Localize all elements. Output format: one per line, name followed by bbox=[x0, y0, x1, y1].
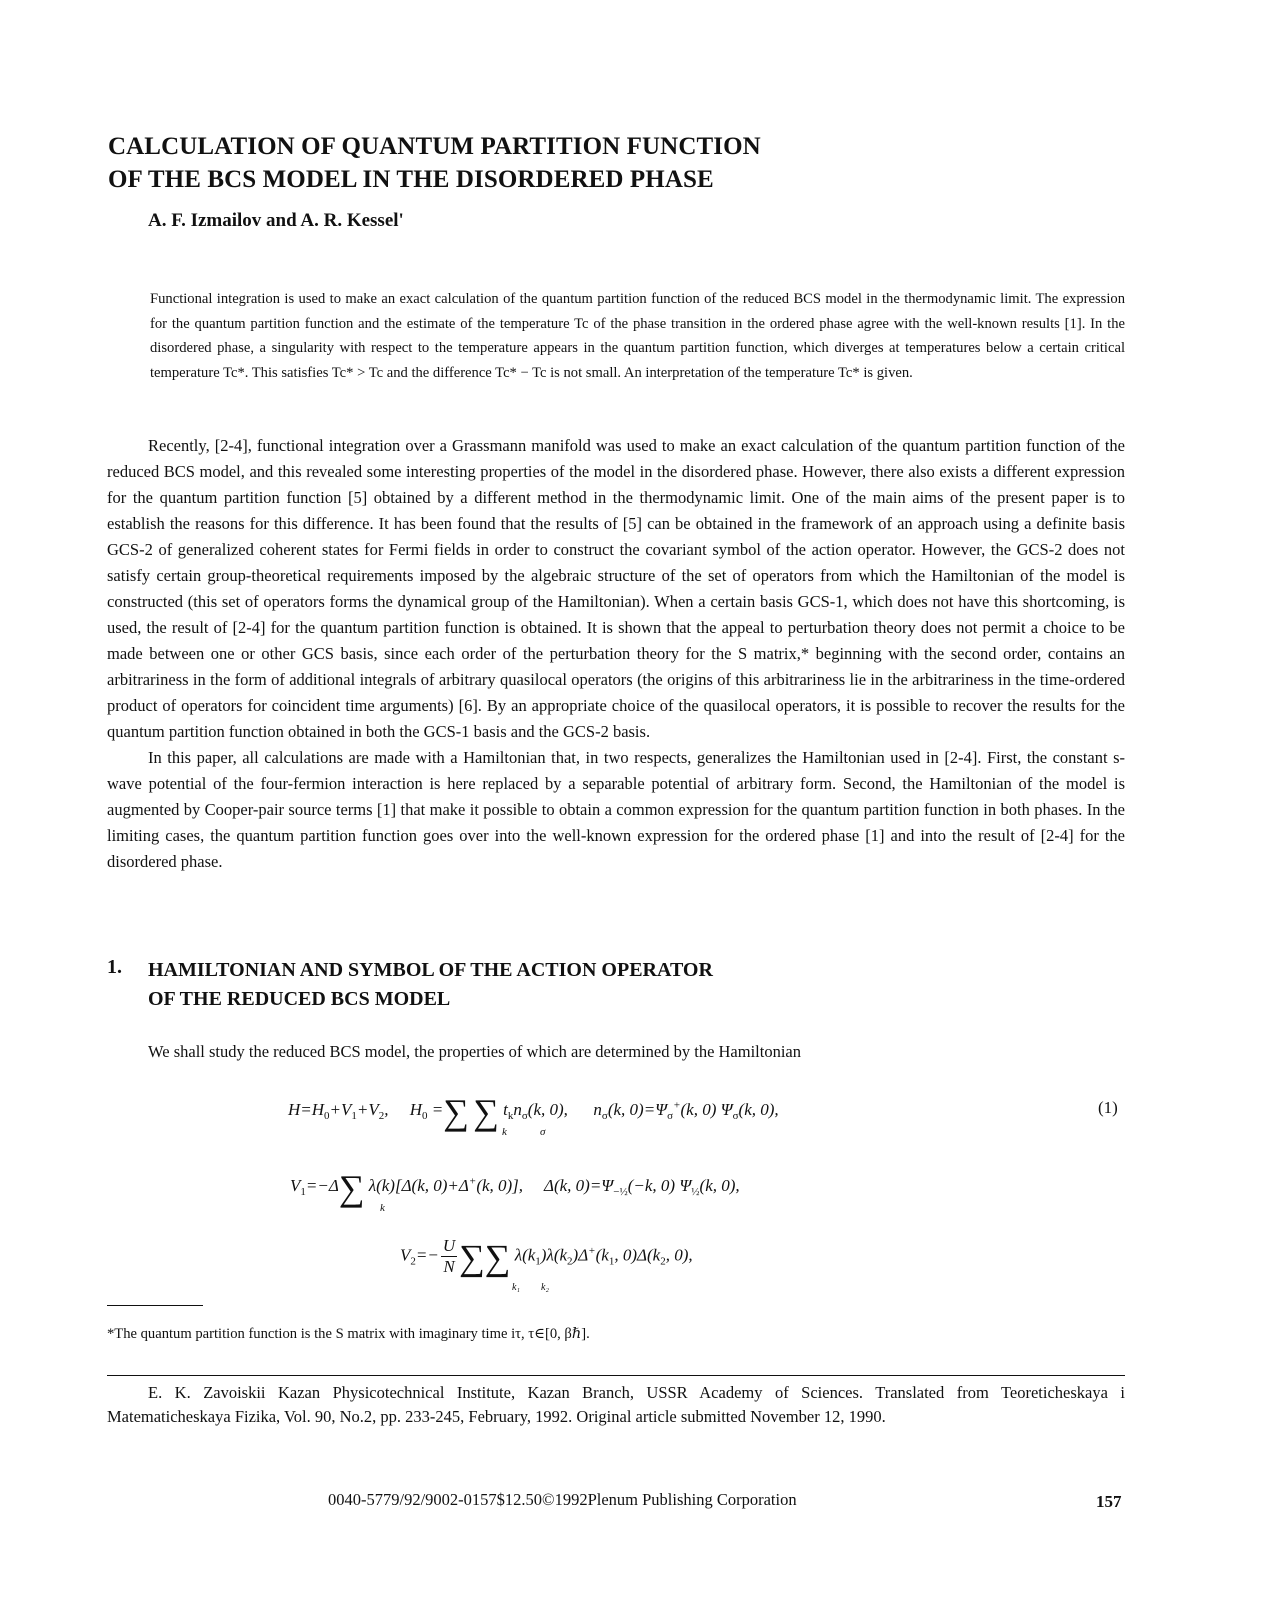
equation-1-line-3: $V_2=-$ $\frac{U}{N}$ ∑∑ $\lambda(k_1)\lambda(k_2)\Delta^+(k_1$, $0)\Delta(k_2$, 0), bbox=[400, 1236, 693, 1278]
equation-number: (1) bbox=[1098, 1098, 1118, 1117]
section-title bbox=[148, 956, 713, 1014]
affiliation-rule bbox=[107, 1375, 1125, 1376]
eq3-sum-index-k1: k₁ bbox=[512, 1282, 520, 1293]
affiliation: E. K. Zavoiskii Kazan Physicotechnical Institute, Kazan Branch, USSR Academy of Sciences. Translated from Teoreticheskaya i Matematicheskaya Fizika, Vol. 90, No.2, pp. 233-245, February, 1992. Original article submitted November 12, 1990. bbox=[107, 1383, 1125, 1426]
title-line-1: CALCULATION OF QUANTUM PARTITION FUNCTION bbox=[108, 133, 761, 160]
authors: A. F. Izmailov and A. R. Kessel' bbox=[148, 210, 404, 231]
equation-1-line-2: $V_1=-\Delta\sum$ λ(k)[Δ(k, 0)+Δ+(k, 0)], Δ(k, $0)=\Psi_{-\frac{1}{2}}(-k$, 0) $\Psi_{\frac{1}{2}}(k$, 0), bbox=[290, 1168, 740, 1208]
eq1-sum-index-sigma: σ bbox=[540, 1126, 546, 1138]
section-lead-sentence: We shall study the reduced BCS model, the properties of which are determined by the Hamiltonian bbox=[148, 1042, 801, 1061]
eq1-sum-index-k: k bbox=[502, 1126, 507, 1138]
section-title-line-1: HAMILTONIAN AND SYMBOL OF THE ACTION OPERATOR bbox=[148, 959, 713, 981]
page-number: 157 bbox=[1096, 1492, 1122, 1511]
introduction bbox=[107, 433, 1125, 875]
title-line-2: OF THE BCS MODEL IN THE DISORDERED PHASE bbox=[108, 166, 714, 193]
section-number: 1. bbox=[107, 956, 122, 978]
paper-title bbox=[108, 130, 1008, 196]
footnote-rule bbox=[107, 1305, 203, 1306]
section-title-line-2: OF THE REDUCED BCS MODEL bbox=[148, 988, 451, 1010]
abstract: Functional integration is used to make an exact calculation of the quantum partition function of the reduced BCS model in the thermodynamic limit. The expression for the quantum partition function and the estimate of the temperature Tc of the phase transition in the ordered phase agree with the well-known results [1]. In the disordered phase, a singularity with respect to the temperature appears in the quantum partition function, which diverges at temperatures below a certain critical temperature Tc*. This satisfies Tc* > Tc and the difference Tc* − Tc is not small. An interpretation of the temperature Tc* is given. bbox=[150, 291, 1125, 381]
intro-paragraph-1: Recently, [2-4], functional integration over a Grassmann manifold was used to make an exact calculation of the quantum partition function of the reduced BCS model, and this revealed some interesting properties of the model in the disordered phase. However, there also exists a different expression for the quantum partition function [5] obtained by a different method in the thermodynamic limit. One of the main aims of the present paper is to establish the reasons for this difference. It has been found that the results of [5] can be obtained in the framework of an approach using a definite basis GCS-2 of generalized coherent states for Fermi fields in order to construct the covariant symbol of the action operator. However, the GCS-2 does not satisfy certain group-theoretical requirements imposed by the algebraic structure of the set of operators from which the Hamiltonian of the model is constructed (this set of operators forms the dynamical group of the Hamiltonian). When a certain basis GCS-1, which does not have this shortcoming, is used, the result of [2-4] for the quantum partition function is obtained. It is shown that the appeal to perturbation theory does not permit a choice to be made between one or other GCS basis, since each order of the perturbation theory for the S matrix,* beginning with the second order, contains an arbitrariness in the form of additional integrals of arbitrary quasilocal operators (the origins of this arbitrariness lie in the arbitrariness in the time-ordered product of operators for coincident time arguments) [6]. By an appropriate choice of the quasilocal operators, it is possible to recover the results for the quantum partition function obtained in both the GCS-1 basis and the GCS-2 basis. bbox=[107, 436, 1125, 741]
eq3-sum-index-k2: k₂ bbox=[541, 1282, 549, 1293]
eq2-sum-index-k: k bbox=[380, 1202, 385, 1214]
intro-paragraph-2: In this paper, all calculations are made with a Hamiltonian that, in two respects, generalizes the Hamiltonian used in [2-4]. First, the constant s-wave potential of the four-fermion interaction is here replaced by a separable potential of arbitrary form. Second, the Hamiltonian of the model is augmented by Cooper-pair source terms [1] that make it possible to obtain a common expression for the quantum partition function in both phases. In the limiting cases, the quantum partition function goes over into the well-known expression for the ordered phase [1] and into the result of [2-4] for the disordered phase. bbox=[107, 748, 1125, 871]
equation-1-line-1: $H=H_0+V_1+V_2$, $H_0$ =∑ ∑ $t_kn_\sigma(k$, 0), $n_\sigma(k$, $0)=\Psi_\sigma^+(k$, 0) $\Psi_\sigma(k$, 0), bbox=[288, 1092, 779, 1132]
publisher-line: 0040-5779/92/9002-0157$12.50©1992Plenum Publishing Corporation bbox=[328, 1490, 797, 1509]
footnote: *The quantum partition function is the S matrix with imaginary time iτ, τ∈[0, βℏ]. bbox=[107, 1326, 590, 1342]
